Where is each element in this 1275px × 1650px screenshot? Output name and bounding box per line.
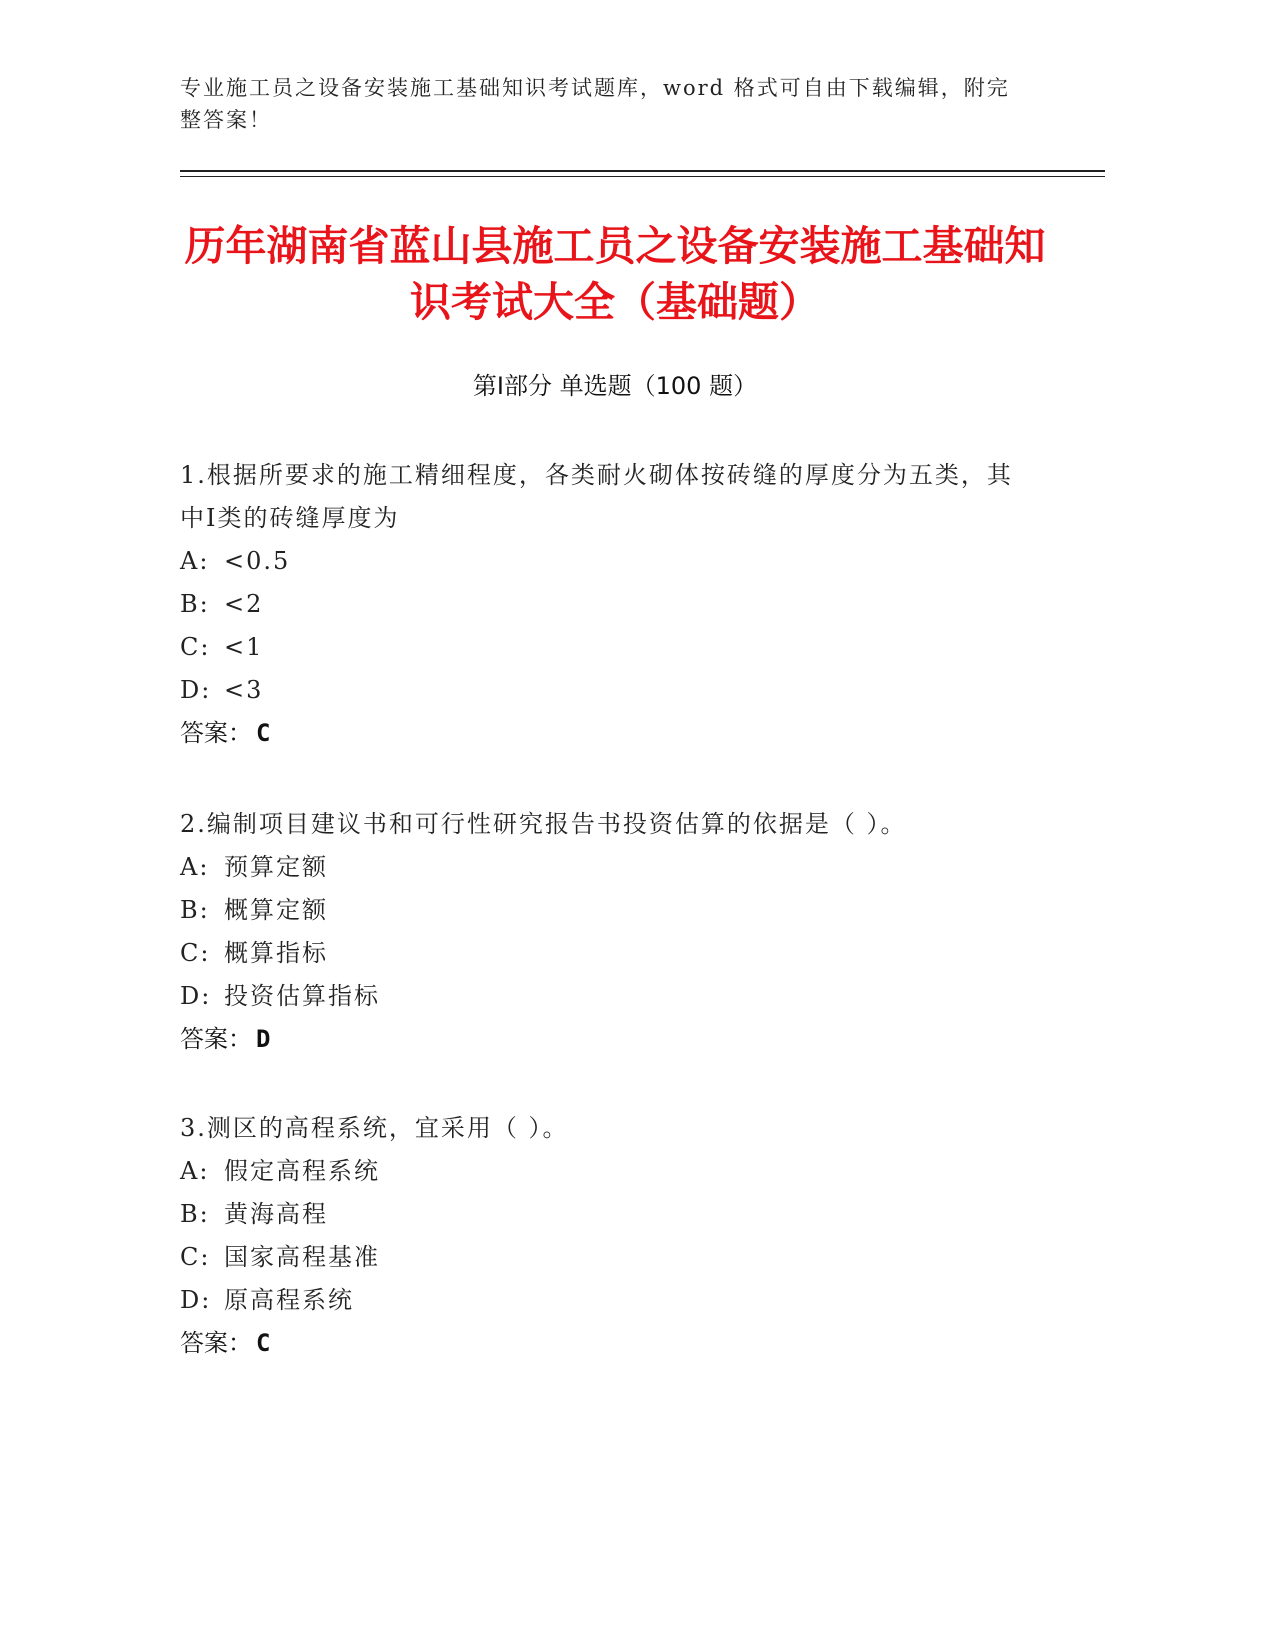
option-b	[180, 889, 1030, 932]
option-text: 原高程系统	[224, 1286, 354, 1314]
option-key: B:	[180, 896, 210, 924]
answer-value: D	[256, 1025, 271, 1053]
question-stem: 1.根据所要求的施工精细程度，各类耐火砌体按砖缝的厚度分为五类，其中Ⅰ类的砖缝厚度为	[180, 461, 1013, 532]
option-key: D:	[180, 676, 212, 704]
option-key: A:	[180, 1157, 210, 1185]
option-a	[180, 540, 1030, 583]
option-c	[180, 932, 1030, 975]
option-key: C:	[180, 939, 211, 967]
option-b	[180, 583, 1030, 626]
option-a	[180, 846, 1030, 889]
option-d	[180, 669, 1030, 712]
option-a	[180, 1150, 1030, 1193]
option-text: 预算定额	[224, 853, 328, 881]
option-text: 投资估算指标	[224, 982, 380, 1010]
option-key: B:	[180, 590, 210, 618]
answer-label: 答案：	[180, 1025, 252, 1053]
answer-label: 答案：	[180, 719, 252, 747]
section-heading: 第Ⅰ部分 单选题（100 题）	[472, 372, 758, 400]
option-key: D:	[180, 1286, 212, 1314]
option-b	[180, 1193, 1030, 1236]
document-header-note: 专业施工员之设备安装施工基础知识考试题库，word 格式可自由下载编辑，附完整答案！	[180, 76, 1010, 132]
answer-line	[180, 1322, 1030, 1365]
option-text: 概算定额	[224, 896, 328, 924]
option-text: <3	[224, 676, 264, 704]
option-key: C:	[180, 633, 211, 661]
option-text: <0.5	[224, 547, 291, 575]
option-key: A:	[180, 547, 210, 575]
header-divider-thin	[180, 176, 1105, 177]
option-c	[180, 626, 1030, 669]
option-key: D:	[180, 982, 212, 1010]
option-c	[180, 1236, 1030, 1279]
option-text: <2	[224, 590, 264, 618]
option-d	[180, 975, 1030, 1018]
header-divider-thick	[180, 170, 1105, 172]
answer-value: C	[256, 1329, 271, 1357]
question-2	[180, 803, 1030, 1061]
answer-line	[180, 712, 1030, 755]
option-text: 黄海高程	[224, 1200, 328, 1228]
option-text: 概算指标	[224, 939, 328, 967]
option-d	[180, 1279, 1030, 1322]
question-stem: 2.编制项目建议书和可行性研究报告书投资估算的依据是（ ）。	[180, 810, 907, 838]
answer-label: 答案：	[180, 1329, 252, 1357]
option-text: 假定高程系统	[224, 1157, 380, 1185]
option-text: 国家高程基准	[224, 1243, 380, 1271]
answer-line	[180, 1018, 1030, 1061]
question-1	[180, 454, 1030, 755]
document-title: 历年湖南省蓝山县施工员之设备安装施工基础知识考试大全（基础题）	[184, 222, 1046, 326]
question-stem: 3.测区的高程系统，宜采用（ ）。	[180, 1114, 569, 1142]
option-key: A:	[180, 853, 210, 881]
option-key: B:	[180, 1200, 210, 1228]
answer-value: C	[256, 719, 271, 747]
question-3	[180, 1107, 1030, 1365]
option-text: <1	[224, 633, 264, 661]
option-key: C:	[180, 1243, 211, 1271]
